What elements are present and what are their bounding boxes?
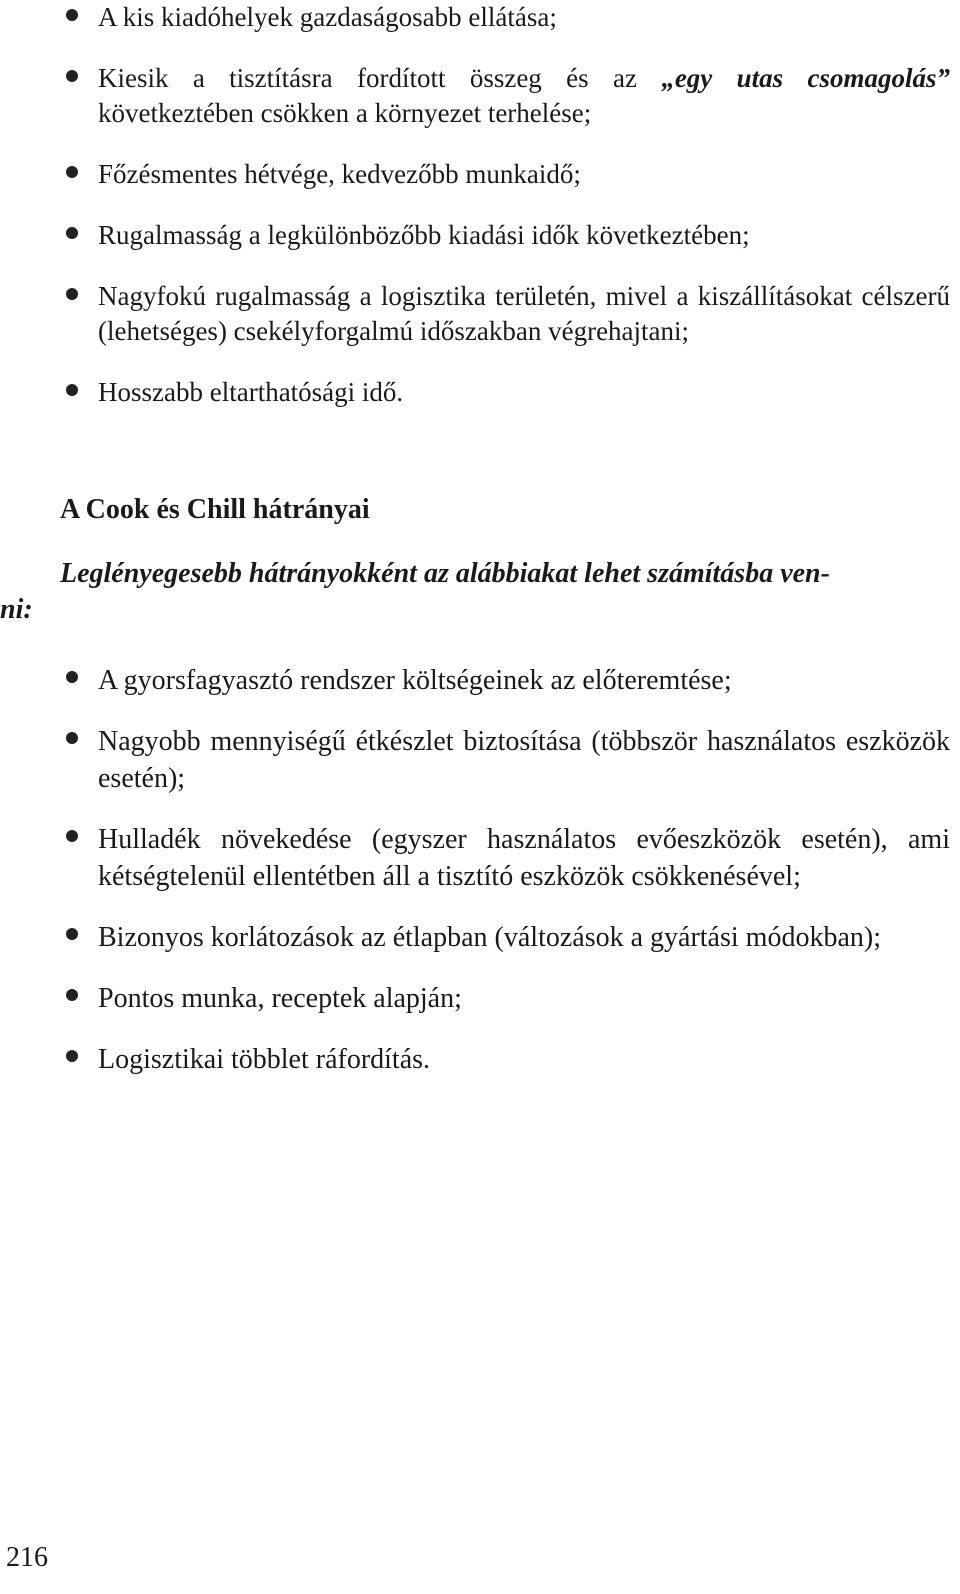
list-item-text: Hosszabb eltarthatósági idő. bbox=[98, 377, 404, 407]
list-item-text: Logisztikai többlet ráfordítás. bbox=[98, 1044, 431, 1075]
bullet-icon bbox=[66, 928, 78, 940]
list-item-text: A gyorsfagyasztó rendszer költségeinek az előteremtése; bbox=[98, 665, 732, 696]
list-item bbox=[66, 723, 950, 797]
intro-text: Leglényegesebb hátrányokként az alábbiakat lehet számításba ven- bbox=[60, 558, 830, 589]
list-item bbox=[66, 0, 950, 35]
list-item-emphasis: „egy utas csomagolás” bbox=[661, 63, 951, 93]
list-item-text: Pontos munka, receptek alapján; bbox=[98, 983, 462, 1014]
list-item-text: Hulladék növekedése (egyszer használatos evőeszközök esetén), ami kétségtelenül ellentétben áll a tisztító eszközök csökkenésével; bbox=[98, 824, 950, 892]
list-item bbox=[66, 821, 950, 895]
list-item bbox=[66, 279, 950, 349]
list-item bbox=[66, 61, 950, 131]
bullet-icon bbox=[66, 9, 78, 21]
list-item bbox=[66, 662, 950, 699]
list-item-text: A kis kiadóhelyek gazdaságosabb ellátása; bbox=[98, 2, 557, 32]
list-item-text: Nagyobb mennyiségű étkészlet biztosítása (többször használatos eszközök esetén); bbox=[98, 726, 950, 794]
list-item-text-prefix: Kiesik a tisztításra fordított összeg és az bbox=[98, 63, 662, 93]
bullet-icon bbox=[66, 732, 78, 744]
list-item bbox=[66, 919, 950, 956]
disadvantages-list bbox=[66, 662, 950, 1078]
list-item bbox=[66, 218, 950, 253]
list-item bbox=[66, 980, 950, 1017]
bullet-icon bbox=[66, 830, 78, 842]
bullet-icon bbox=[66, 989, 78, 1001]
bullet-icon bbox=[66, 166, 78, 178]
bullet-icon bbox=[66, 384, 78, 396]
list-item-text-suffix: következtében csökken a környezet terhelése; bbox=[98, 98, 592, 128]
bullet-icon bbox=[66, 671, 78, 683]
list-item bbox=[66, 1041, 950, 1078]
list-item bbox=[66, 157, 950, 192]
intro-text-continuation: ni: bbox=[0, 594, 33, 625]
section-heading: A Cook és Chill hátrányai bbox=[60, 494, 370, 525]
list-item bbox=[66, 375, 950, 410]
page-number: 216 bbox=[6, 1542, 48, 1573]
list-item-text: Rugalmasság a legkülönbözőbb kiadási idők következtében; bbox=[98, 220, 750, 250]
bullet-icon bbox=[66, 70, 78, 82]
list-item-text: Nagyfokú rugalmasság a logisztika területén, mivel a kiszállításokat célszerű (lehetséges) csekélyforgalmú időszakban végrehajtani; bbox=[98, 281, 950, 346]
list-item-text: Bizonyos korlátozások az étlapban (változások a gyártási módokban); bbox=[98, 922, 881, 953]
advantages-list bbox=[66, 0, 950, 410]
bullet-icon bbox=[66, 288, 78, 300]
bullet-icon bbox=[66, 227, 78, 239]
bullet-icon bbox=[66, 1050, 78, 1062]
list-item-text: Főzésmentes hétvége, kedvezőbb munkaidő; bbox=[98, 159, 581, 189]
